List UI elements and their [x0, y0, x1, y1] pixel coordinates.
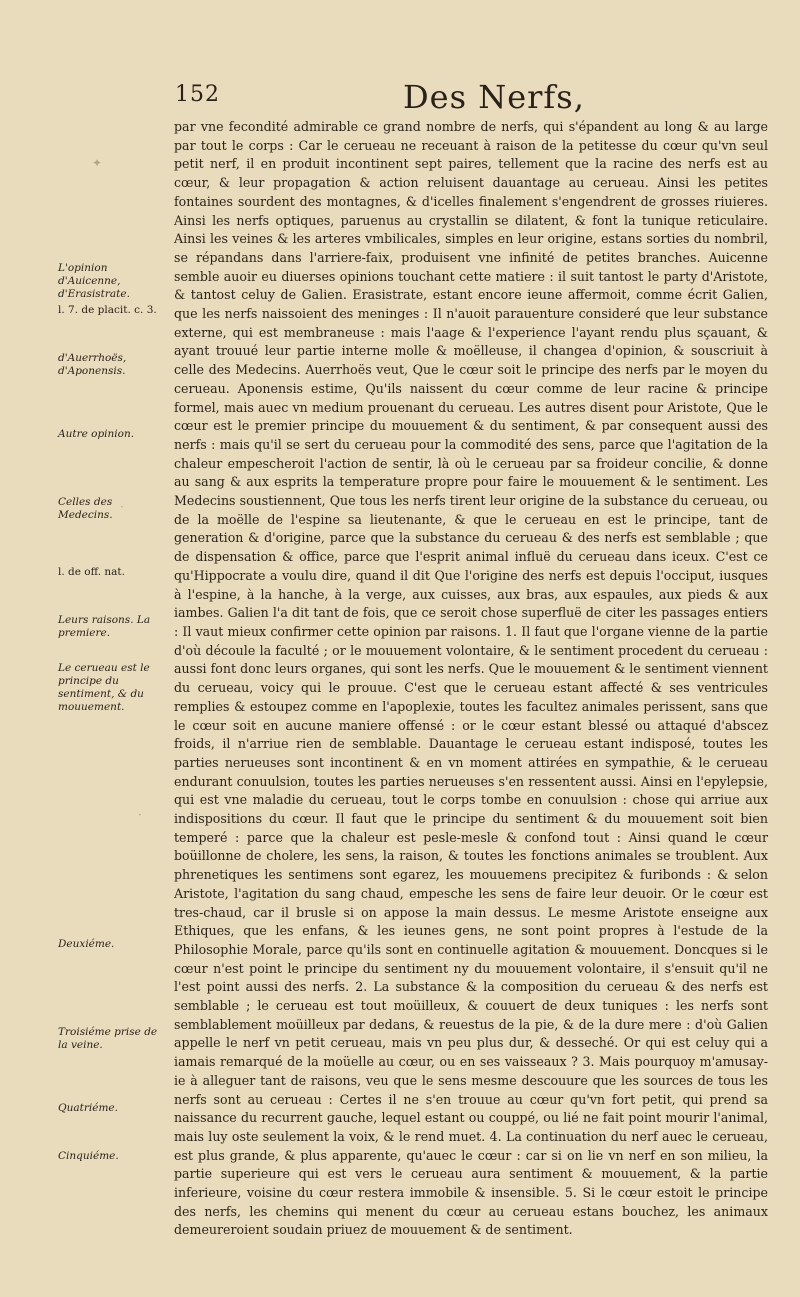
margin-note: Cinquiéme.: [58, 1150, 119, 1162]
running-title: Des Nerfs,: [403, 78, 585, 116]
margin-note: d'Auerrhoës, d'Aponensis.: [58, 352, 127, 377]
margin-note: l. de off. nat.: [58, 566, 125, 578]
margin-note: Autre opinion.: [58, 428, 135, 440]
page-header: [175, 78, 735, 118]
margin-note: l. 7. de placit. c. 3.: [58, 304, 157, 316]
bleed-through-mark: ✦: [92, 156, 103, 170]
body-paragraph: par vne fecondité admirable ce grand nombre de nerfs, qui s'épandent au long & au large par tout le corps : Car le cerueau ne receuant à raison de la petitesse du cœur qu'vn seul petit nerf, il en produit incontinent sept paires, tellement que la racine des nerfs est au cœur, & leur propagation & action reluisent dauantage au cerueau. Ainsi les petites fontaines sourdent des montagnes, & d'icelles finalement s'engendrent de grosses riuieres. Ainsi les nerfs optiques, paruenus au crystallin se dilatent, & font la tunique reticulaire. Ainsi les veines & les arteres vmbilicales, simples en leur origine, estans sorties du nombril, se répandans dans l'arriere-faix, produisent vne infinité de petites branches. Auicenne semble auoir eu diuerses opinions touchant cette matiere : il suit tantost le party d'Aristote, & tantost celuy de Galien. Erasistrate, estant encore ieune affermoit, comme écrit Galien, que les nerfs naissoient des meninges : Il n'auoit parauenture consideré que leur substance externe, qui est membraneuse : mais l'aage & l'experience l'ayant rendu plus sçauant, & ayant trouué leur partie interne molle & moëlleuse, il changea d'opinion, & souscriuit à celle des Medecins. Auerrhoës veut, Que le cœur soit le principe des nerfs par le moyen du cerueau. Aponensis estime, Qu'ils naissent du cœur comme de leur racine & principe formel, mais auec vn medium prouenant du cerueau. Les autres disent pour Aristote, Que le cœur est le premier principe du mouuement & du sentiment, & par consequent aussi des nerfs : mais qu'il se sert du cerueau pour la commodité des sens, parce que l'agitation de la chaleur empescheroit l'action de sentir, là où le cerueau par sa froideur concilie, & donne au sang & aux esprits la temperature propre pour faire le mouuement & le sentiment. Les Medecins soustiennent, Que tous les nerfs tirent leur origine de la substance du cerueau, ou de la moëlle de l'espine sa lieutenante, & que le cerueau en est le principe, tant de generation & d'origine, parce que la substance du cerueau & des nerfs est semblable ; que de dispensation & office, parce que l'esprit animal influë du cerueau dans iceux. C'est ce qu'Hippocrate a voulu dire, quand il dit Que l'origine des nerfs est depuis l'occiput, iusques à l'espine, à la hanche, à la verge, aux cuisses, aux bras, aux espaules, aux pieds & aux iambes. Galien l'a dit tant de fois, que ce seroit chose superfluë de citer les passages entiers : Il vaut mieux confirmer cette opinion par raisons. 1. Il faut que l'organe vienne de la partie d'où découle la faculté ; or le mouuement volontaire, & le sentiment procedent du cerueau : aussi font donc leurs organes, qui sont les nerfs. Que le mouuement & le sentiment viennent du cerueau, voicy qui le prouue. C'est que le cerueau estant affecté & ses ventricules remplies & estoupez comme en l'apoplexie, toutes les facultez animales perissent, sans que le cœur soit en aucune maniere offensé : or le cœur estant blessé ou attaqué d'abscez froids, il n'arriue rien de semblable. Dauantage le cerueau estant indisposé, toutes les parties nerueuses sont incontinent & en vn moment attirées en sympathie, & le cerueau endurant conuulsion, toutes les parties nerueuses s'en ressentent aussi. Ainsi en l'epylepsie, qui est vne maladie du cerueau, tout le corps tombe en conuulsion : chose qui arriue aux indispositions du cœur. Il faut que le principe du sentiment & du mouuement soit bien temperé : parce que la chaleur est pesle-mesle & confond tout : Ainsi quand le cœur boüillonne de cholere, les sens, la raison, & toutes les fonctions animales se troublent. Aux phrenetiques les sentimens sont egarez, les mouuemens precipitez & furibonds : & selon Aristote, l'agitation du sang chaud, empesche les sens de faire leur deuoir. Or le cœur est tres-chaud, car il brusle si on appose la main dessus. Le mesme Aristote enseigne aux Ethiques, que les enfans, & les ieunes gens, ne sont point propres à l'estude de la Philosophie Morale, parce qu'ils sont en continuelle agitation & mouuement. Doncques si le cœur n'est point le principe du sentiment ny du mouuement volontaire, il s'ensuit qu'il ne l'est point aussi des nerfs. 2. La substance & la composition du cerueau & des nerfs est semblable ; le cerueau est tout moüilleux, & couuert de deux tuniques : les nerfs sont semblablement moüilleux par dedans, & reuestus de la pie, & de la dure mere : d'où Galien appelle le nerf vn petit cerueau, mais vn peu plus dur, & desseché. Or qui est celuy qui a iamais remarqué de la moüelle au cœur, ou en ses vaisseaux ? 3. Mais pourquoy m'amusay-ie à alleguer tant de raisons, veu que le sens mesme descouure que les sources de tous les nerfs sont au cerueau : Certes il ne s'en trouue au cœur qu'vn fort petit, qui prend sa naissance du recurrent gauche, lequel estant ou couppé, ou lié ne fait point mourir l'animal, mais luy oste seulement la voix, & le rend muet. 4. La continuation du nerf auec le cerueau, est plus grande, & plus apparente, qu'auec le cœur : car si on lie vn nerf en son milieu, la partie superieure qui est vers le cerueau aura sentiment & mouuement, & la partie inferieure, voisine du cœur restera immobile & insensible. 5. Si le cœur estoit le principe des nerfs, les chemins qui menent du cœur au cerueau estans bouchez, les animaux demeureroient soudain priuez de mouuement & de sentiment.: [174, 119, 768, 1238]
margin-note: Quatriéme.: [58, 1102, 118, 1114]
margin-note: Leurs raisons. La premiere.: [58, 614, 151, 639]
margin-note: Le cerueau est le principe du sentiment, & du mouuement.: [58, 662, 150, 713]
margin-note: Deuxiéme.: [58, 938, 115, 950]
margin-note: L'opinion d'Auicenne, d'Erasistrate.: [58, 262, 130, 300]
bleed-through-mark: ·: [138, 808, 142, 822]
margin-note: Troisiéme prise de la veine.: [58, 1026, 158, 1051]
body-text: [174, 118, 768, 1240]
bleed-through-mark: ·: [120, 500, 124, 514]
margin-note: Celles des Medecins.: [58, 496, 113, 521]
page-number: 152: [175, 82, 220, 107]
